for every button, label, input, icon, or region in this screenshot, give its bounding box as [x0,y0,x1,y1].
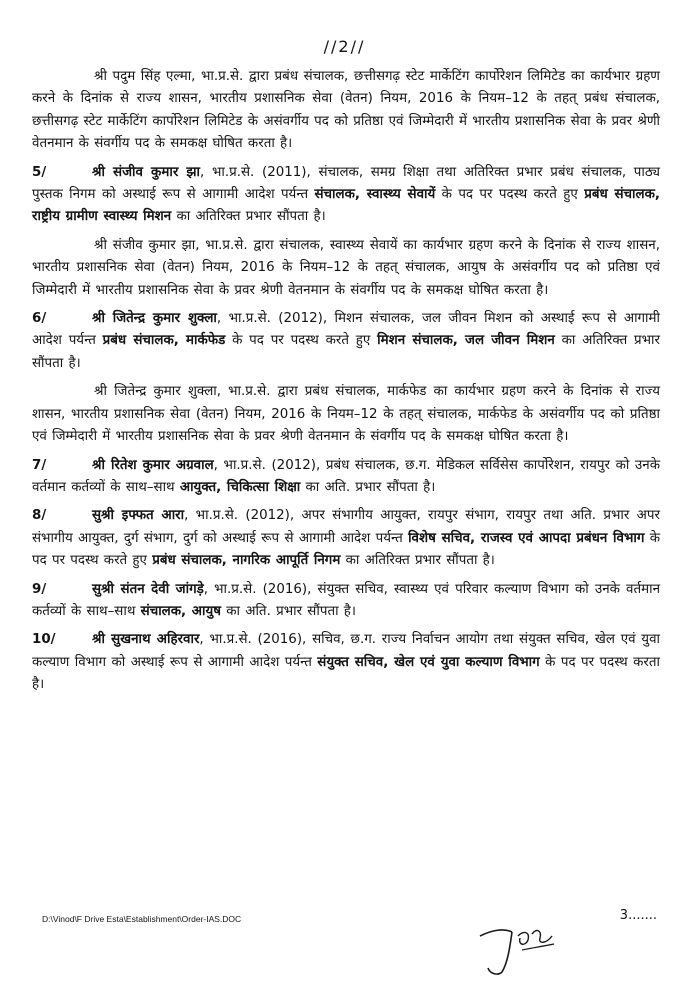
paragraph [32,66,660,156]
signature-icon [472,906,562,978]
bold-text: सुश्री इफ्फत आरा [92,508,185,524]
paragraph [32,162,660,229]
text-run: का अतिरिक्त प्रभार सौंपता है। [340,553,495,569]
continuation-marker: 3....... [619,908,657,923]
paragraph [32,381,660,448]
text-run: के पद पर पदस्थ करते हुए [32,530,660,569]
bold-text: मिशन संचालक, जल जीवन मिशन [377,333,555,349]
text-run: , भा.प्र.से. (2012), मिशन संचालक, जल जीवन मिशन को अस्थाई रूप से आगामी आदेश पर्यन्त [32,311,660,349]
bold-text: प्रबंध संचालक, मार्कफेड [102,333,226,349]
bold-text: श्री रितेश कुमार अग्रवाल [92,457,214,473]
paragraph-number: 5/ [32,164,47,180]
text-run: का अतिरिक्त प्रभार सौंपता है। [171,209,326,225]
text-run: , भा.प्र.से. (2012), अपर संभागीय आयुक्त, रायपुर संभाग, रायपुर तथा अति. प्रभार अपर संभागीय आयुक्त, दुर्ग संभाग, दुर्ग को अस्थाई रूप से आगामी आदेश पर्यन्त [32,508,660,546]
paragraph-number: 8/ [32,508,47,524]
text-run: , भा.प्र.से. (2016), सचिव, छ.ग. राज्य निर्वाचन आयोग तथा संयुक्त सचिव, खेल एवं युवा कल्याण विभाग को अस्थाई रूप से आगामी आदेश पर्यन्त [32,632,660,670]
text-run: , भा.प्र.से. (2012), प्रबंध संचालक, छ.ग. मेडिकल सर्विसेस कार्पोरेशन, रायपुर को उनके वर्तमान कर्तव्यों के साथ–साथ [32,457,660,495]
bold-text: श्री जितेन्द्र कुमार शुक्ला [92,311,217,327]
text-run: , भा.प्र.से. (2016), संयुक्त सचिव, स्वास्थ्य एवं परिवार कल्याण विभाग को उनके वर्तमान कर्तव्यों के साथ–साथ [32,581,660,619]
text-run: , भा.प्र.से. (2011), संचालक, समग्र शिक्षा तथा अतिरिक्त प्रभार प्रबंध संचालक, पाठ्य पुस्तक निगम को अस्थाई रूप से आगामी आदेश पर्यन्त [32,164,660,203]
text-run: का अति. प्रभार सौंपता है। [300,479,436,495]
text-run: के पद पर पदस्थ करते हुए [435,187,585,203]
paragraph [32,235,660,302]
text-run: के पद पर पदस्थ करते हुए [225,333,378,349]
bold-text: श्री सुखनाथ अहिरवार [92,632,200,648]
bold-text: सुश्री संतन देवी जांगड़े [92,581,204,597]
text-run: का अति. प्रभार सौंपता है। [220,603,356,619]
paragraph-number: 7/ [32,457,47,473]
bold-text: प्रबंध संचालक, नागरिक आपूर्ति निगम [152,553,341,569]
text-run: का अतिरिक्त प्रभार सौंपता है। [32,333,660,371]
paragraph [32,505,660,572]
document-body [32,66,660,703]
paragraph-number: 10/ [32,632,56,648]
page-number: //2// [323,37,366,56]
paragraph [32,629,660,696]
paragraph [32,308,660,375]
text-run: के पद पर पदस्थ करता है। [32,654,660,693]
bold-text: संचालक, स्वास्थ्य सेवायें [314,187,436,203]
paragraph-number: 9/ [32,581,47,597]
text-run: श्री पदुम सिंह एल्मा, भा.प्र.से. द्वारा प्रबंध संचालक, छत्तीसगढ़ स्टेट मार्केटिंग कार्पोरेशन लिमिटेड का कार्यभार ग्रहण करने के दिनांक से राज्य शासन, भारतीय प्रशासनिक सेवा (वेतन) नियम, 2016 के नियम–12 के तहत् प्रबंध संचालक, छत्तीसगढ़ स्टेट मार्केटिंग कार्पोरेशन लिमिटेड के असंवर्गीय पद को प्रतिष्ठा एवं जिम्मेदारी में भारतीय प्रशासनिक सेवा के प्रवर श्रेणी वेतनमान के संवर्गीय पद के समकक्ष घोषित करता है। [32,69,660,152]
bold-text: विशेष सचिव, राजस्व एवं आपदा प्रबंधन विभाग [408,530,645,546]
text-run: श्री जितेन्द्र कुमार शुक्ला, भा.प्र.से. द्वारा प्रबंध संचालक, मार्कफेड का कार्यभार ग्रहण करने के दिनांक से राज्य शासन, भारतीय प्रशासनिक सेवा (वेतन) नियम, 2016 के नियम–12 के तहत् संचालक, मार्कफेड के असंवर्गीय पद को प्रतिष्ठा एवं जिम्मेदारी में भारतीय प्रशासनिक सेवा के प्रवर श्रेणी वेतनमान के संवर्गीय पद के समकक्ष घोषित करता है। [32,384,660,445]
file-path-footer: D:\Vinod\F Drive Esta\Establishment\Order-IAS.DOC [42,914,242,924]
paragraph [32,455,660,500]
paragraph-number: 6/ [32,311,47,327]
text-run: श्री संजीव कुमार झा, भा.प्र.से. द्वारा संचालक, स्वास्थ्य सेवायें का कार्यभार ग्रहण करने के दिनांक से राज्य शासन, भारतीय प्रशासनिक सेवा (वेतन) नियम, 2016 के नियम–12 के तहत् संचालक, आयुष के असंवर्गीय पद को प्रतिष्ठा एवं जिम्मेदारी में भारतीय प्रशासनिक सेवा के प्रवर श्रेणी वेतनमान के संवर्गीय पद के समकक्ष घोषित करता है। [32,237,660,298]
bold-text: प्रबंध संचालक, राष्ट्रीय ग्रामीण स्वास्थ्य मिशन [32,187,660,225]
bold-text: संयुक्त सचिव, खेल एवं युवा कल्याण विभाग [317,654,540,670]
paragraph [32,579,660,624]
bold-text: आयुक्त, चिकित्सा शिक्षा [179,479,301,495]
bold-text: संचालक, आयुष [140,603,221,619]
bold-text: श्री संजीव कुमार झा [92,164,200,180]
